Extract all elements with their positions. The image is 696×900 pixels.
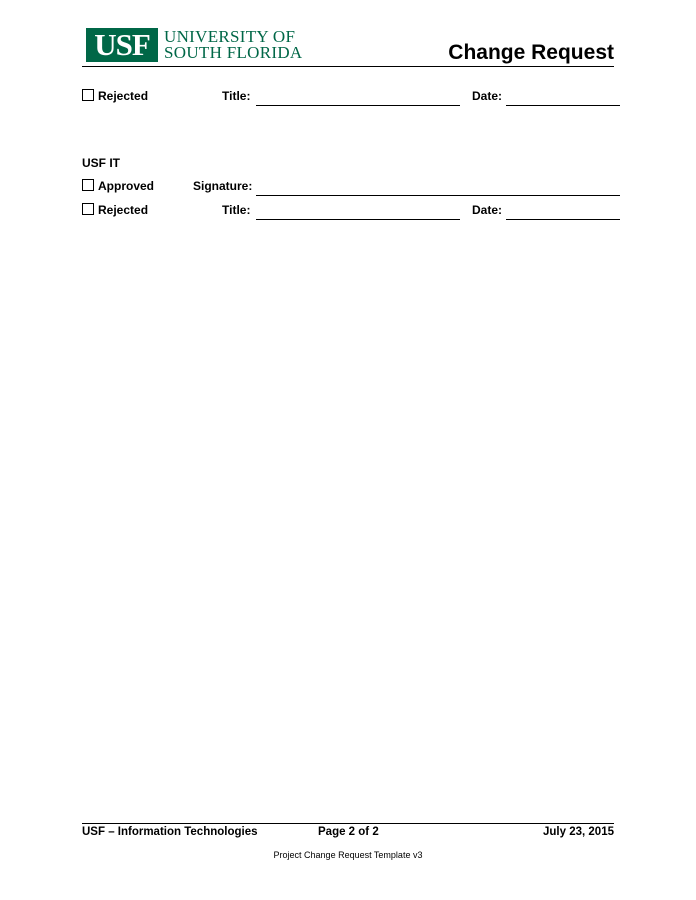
rejected-label: Rejected [98,89,149,103]
title-field[interactable] [256,105,460,106]
usf-it-rejected-checkbox[interactable] [82,203,94,215]
signature-field[interactable] [256,195,620,196]
approved-checkbox[interactable] [82,179,94,191]
page-title: Change Request [448,41,614,64]
logo-wordmark [164,29,303,61]
header-divider [82,66,614,67]
usf-logo [86,28,303,62]
usf-it-title-label: Title: [222,203,251,217]
logo-line-1: UNIVERSITY OF [164,27,296,46]
title-label: Title: [222,89,251,103]
footer-department: USF – Information Technologies [82,826,258,838]
usf-it-rejected-label: Rejected [98,203,149,217]
template-version: Project Change Request Template v3 [273,850,423,860]
footer-date: July 23, 2015 [543,826,614,838]
usf-it-heading: USF IT [82,156,120,170]
usf-it-title-field[interactable] [256,219,460,220]
usf-it-date-field[interactable] [506,219,620,220]
signature-label: Signature: [193,179,253,193]
date-field[interactable] [506,105,620,106]
rejected-checkbox[interactable] [82,89,94,101]
logo-abbrev: USF [86,28,158,62]
footer-divider [82,823,614,824]
logo-line-2: SOUTH FLORIDA [164,43,303,62]
usf-it-date-label: Date: [472,203,503,217]
date-label: Date: [472,89,503,103]
approved-label: Approved [98,179,155,193]
page-number: Page 2 of 2 [318,826,379,838]
